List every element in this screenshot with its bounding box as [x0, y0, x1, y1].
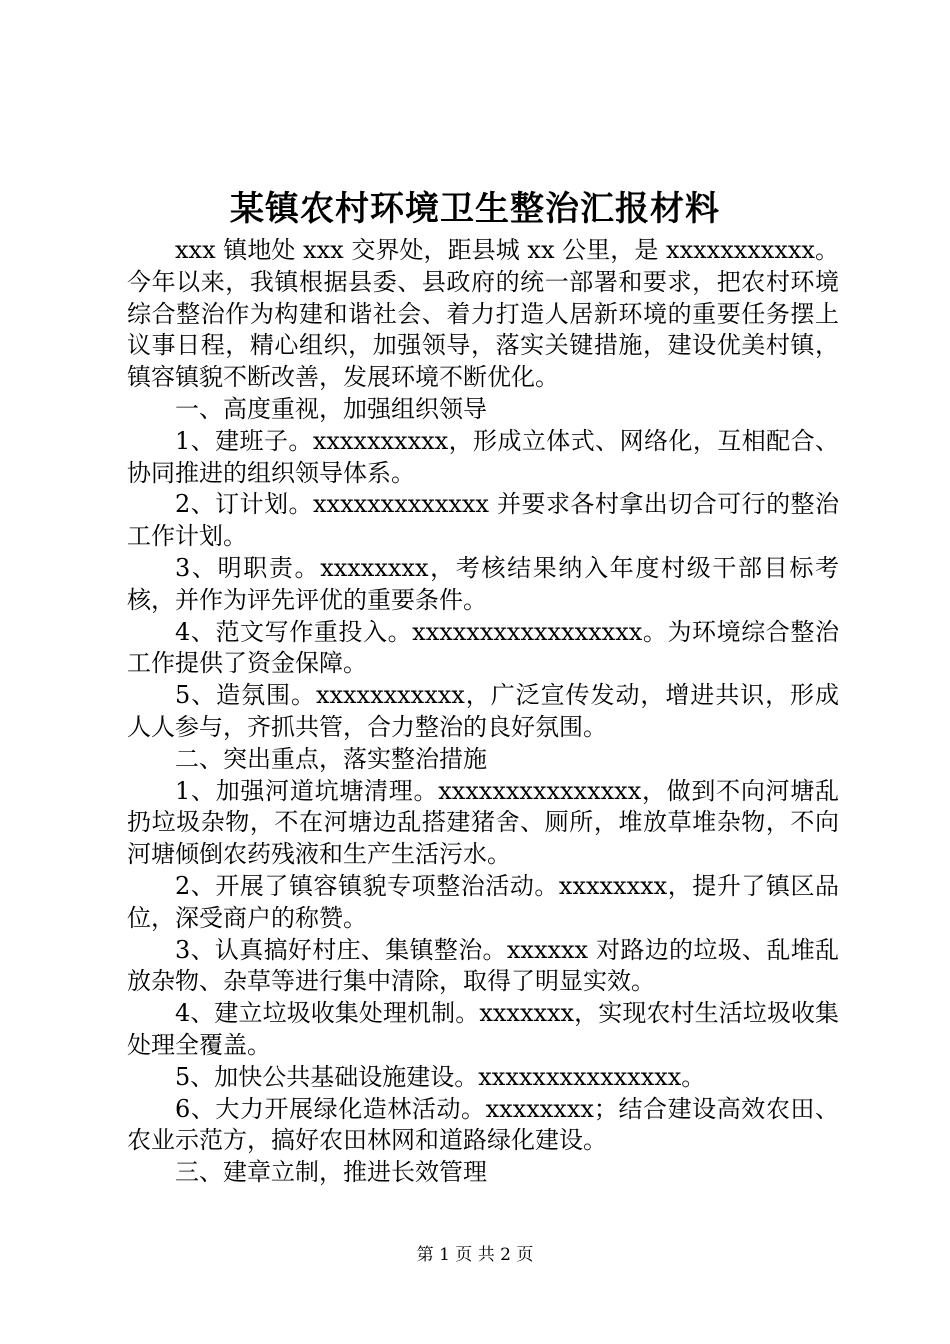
- section-heading-2: 二、突出重点，落实整治措施: [175, 744, 487, 773]
- document-title: 某镇农村环境卫生整治汇报材料: [230, 189, 720, 229]
- page-number-footer: 第 1 页 共 2 页: [416, 1245, 534, 1265]
- section-1-item-3: 3、明职责。xxxxxxxx，考核结果纳入年度村级干部目标考核，并作为评先评优的重要条件。: [127, 553, 839, 614]
- section-1-item-2: 2、订计划。xxxxxxxxxxxxx 并要求各村拿出切合可行的整治工作计划。: [127, 490, 839, 551]
- section-1-item-5: 5、造氛围。xxxxxxxxxxx，广泛宣传发动，增进共识，形成人人参与，齐抓共管，合力整治的良好氛围。: [127, 681, 839, 741]
- section-2-item-2: 2、开展了镇容镇貌专项整治活动。xxxxxxxx，提升了镇区品位，深受商户的称赞。: [127, 871, 839, 932]
- section-heading-1: 一、高度重视，加强组织领导: [175, 394, 487, 423]
- document-body: [127, 235, 839, 1189]
- section-2-item-3: 3、认真搞好村庄、集镇整治。xxxxxx 对路边的垃圾、乱堆乱放杂物、杂草等进行集中清除，取得了明显实效。: [127, 935, 839, 996]
- intro-paragraph: xxx 镇地处 xxx 交界处，距县城 xx 公里，是 xxxxxxxxxxx。今年以来，我镇根据县委、县政府的统一部署和要求，把农村环境综合整治作为构建和谐社会、着力打造人居新环境的重要任务摆上议事日程，精心组织，加强领导，落实关键措施，建设优美村镇，镇容镇貌不断改善，发展环境不断优化。: [127, 236, 839, 392]
- section-2-item-5: 5、加快公共基础设施建设。xxxxxxxxxxxxxxx。: [175, 1062, 706, 1091]
- section-2-item-4: 4、建立垃圾收集处理机制。xxxxxxx，实现农村生活垃圾收集处理全覆盖。: [127, 999, 839, 1059]
- section-heading-3: 三、建章立制，推进长效管理: [175, 1158, 487, 1187]
- section-2-item-1: 1、加强河道坑塘清理。xxxxxxxxxxxxxxx，做到不向河塘乱扔垃圾杂物，不在河塘边乱搭建猪舍、厕所，堆放草堆杂物，不向河塘倾倒农药残液和生产生活污水。: [127, 776, 839, 869]
- section-1-item-1: 1、建班子。xxxxxxxxxx，形成立体式、网络化，互相配合、协同推进的组织领导体系。: [127, 426, 839, 487]
- section-1-item-4: 4、范文写作重投入。xxxxxxxxxxxxxxxxx。为环境综合整治工作提供了资金保障。: [127, 617, 839, 678]
- section-2-item-6: 6、大力开展绿化造林活动。xxxxxxxx；结合建设高效农田、农业示范方，搞好农田林网和道路绿化建设。: [127, 1094, 839, 1155]
